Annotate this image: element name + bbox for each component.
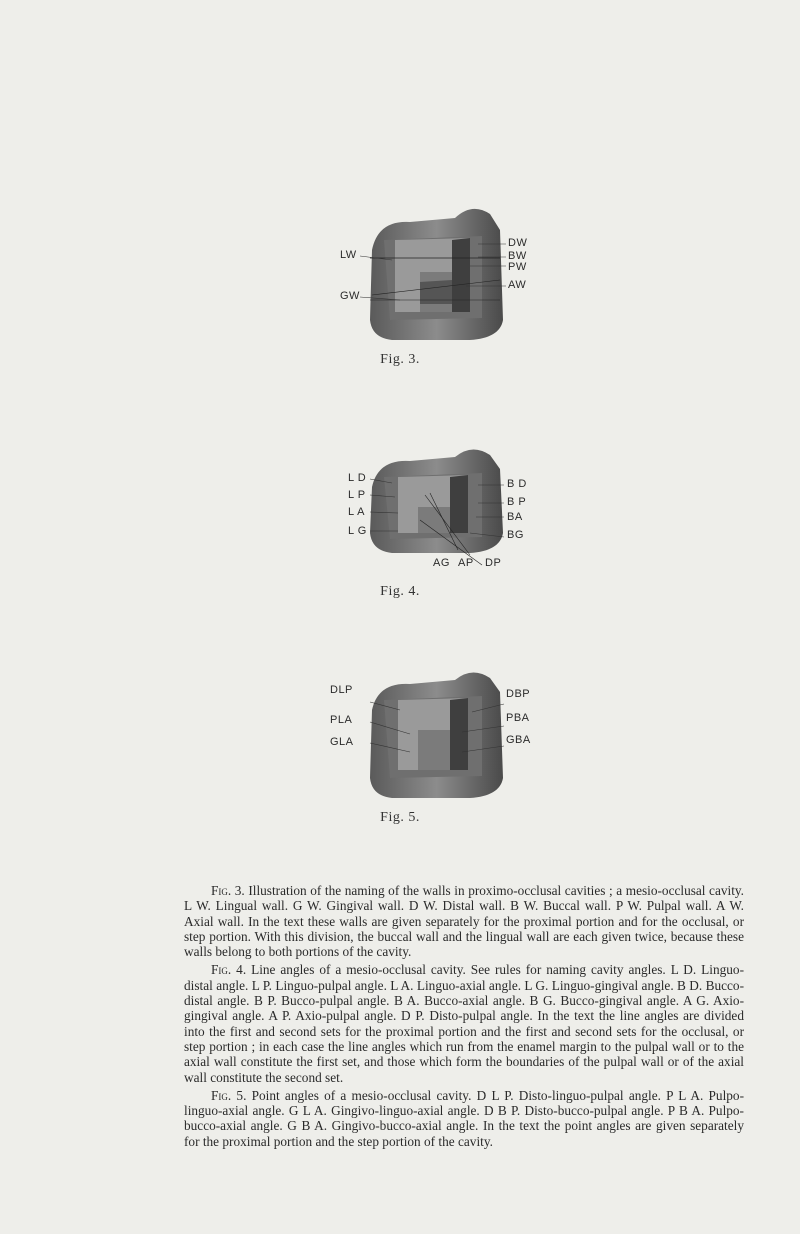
figure-4-caption: Fig. 4. bbox=[380, 584, 420, 599]
label-lw: LW bbox=[340, 249, 357, 261]
label-pba: PBA bbox=[506, 712, 530, 724]
label-gla: GLA bbox=[330, 736, 354, 748]
paragraph-body: Line angles of a mesio-occlusal cavity. See rules for naming cavity angles. L D. Linguo-distal angle. L P. Linguo-pulpal angle. L A. Linguo-axial angle. L G. Linguo-gingival angle. B D. Bucco-distal angle. B P. Bucco-pulpal angle. B A. Bucco-axial angle. B G. Bucco-gingival angle. A G. Axio-gingival angle. A P. Axio-pulpal angle. D P. Disto-pulpal angle. In the text the line angles are divided into the first and second sets for the proximal portion and the first and second sets for the occlusal, or step portion ; in each case the line angles which run from the enamel margin to the pulpal wall or to the axial wall constitute the first set, and those which form the boundaries of the pulpal wall or of the axial wall constitute the second set. bbox=[184, 962, 744, 1085]
label-ba: BA bbox=[507, 511, 523, 523]
paragraph-lead: Fig. 5. bbox=[211, 1087, 247, 1103]
label-pla: PLA bbox=[330, 714, 353, 726]
paragraph-body: Point angles of a mesio-occlusal cavity. D L P. Disto-linguo-pulpal angle. P L A. Pulpo-linguo-axial angle. G L A. Gingivo-linguo-axial angle. D B P. Disto-bucco-pulpal angle. P B A. Pulpo-bucco-axial angle. G B A. Gingivo-bucco-axial angle. In the text the point angles are given separately for the proximal portion and the step portion of the cavity. bbox=[184, 1087, 744, 1149]
label-dbp: DBP bbox=[506, 688, 531, 700]
label-gba: GBA bbox=[506, 734, 531, 746]
figure-4 bbox=[0, 445, 800, 585]
label-ag: AG bbox=[433, 557, 450, 569]
paragraph-lead: Fig. 4. bbox=[211, 962, 247, 978]
label-dw: DW bbox=[508, 237, 528, 249]
paragraph-fig4 bbox=[184, 962, 744, 1084]
label-lg: L G bbox=[348, 525, 367, 537]
label-pw: PW bbox=[508, 261, 527, 273]
paragraph-fig3 bbox=[184, 883, 744, 959]
figure-3-caption: Fig. 3. bbox=[380, 352, 420, 367]
label-gw: GW bbox=[340, 290, 360, 302]
label-lp: L P bbox=[348, 489, 366, 501]
label-la: L A bbox=[348, 506, 365, 518]
paragraph-fig5 bbox=[184, 1088, 744, 1149]
label-dlp: DLP bbox=[330, 684, 353, 696]
paragraph-lead: Fig. 3. bbox=[211, 883, 245, 898]
label-ap: AP bbox=[458, 557, 474, 569]
tooth-illustration-fig4 bbox=[0, 445, 800, 585]
label-bw: BW bbox=[508, 250, 527, 262]
label-dp: DP bbox=[485, 557, 502, 569]
paragraph-body: Illustration of the naming of the walls in proximo-occlusal cavities ; a mesio-occlusal cavity. L W. Lingual wall. G W. Gingival wall. D W. Distal wall. B W. Buccal wall. P W. Pulpal wall. A W. Axial wall. In the text these walls are given separately for the proximal portion and for the occlusal, or step portion. With this division, the buccal wall and the lingual wall are each given twice, because these walls belong to both portions of the cavity. bbox=[184, 883, 745, 960]
tooth-illustration-fig5 bbox=[0, 670, 800, 810]
figure-captions-text bbox=[184, 883, 744, 1152]
label-bp: B P bbox=[507, 496, 527, 508]
figure-5-caption: Fig. 5. bbox=[380, 810, 420, 825]
label-aw: AW bbox=[508, 279, 527, 291]
label-ld: L D bbox=[348, 472, 367, 484]
label-bg: BG bbox=[507, 529, 524, 541]
label-bd: B D bbox=[507, 478, 527, 490]
figure-5 bbox=[0, 670, 800, 810]
